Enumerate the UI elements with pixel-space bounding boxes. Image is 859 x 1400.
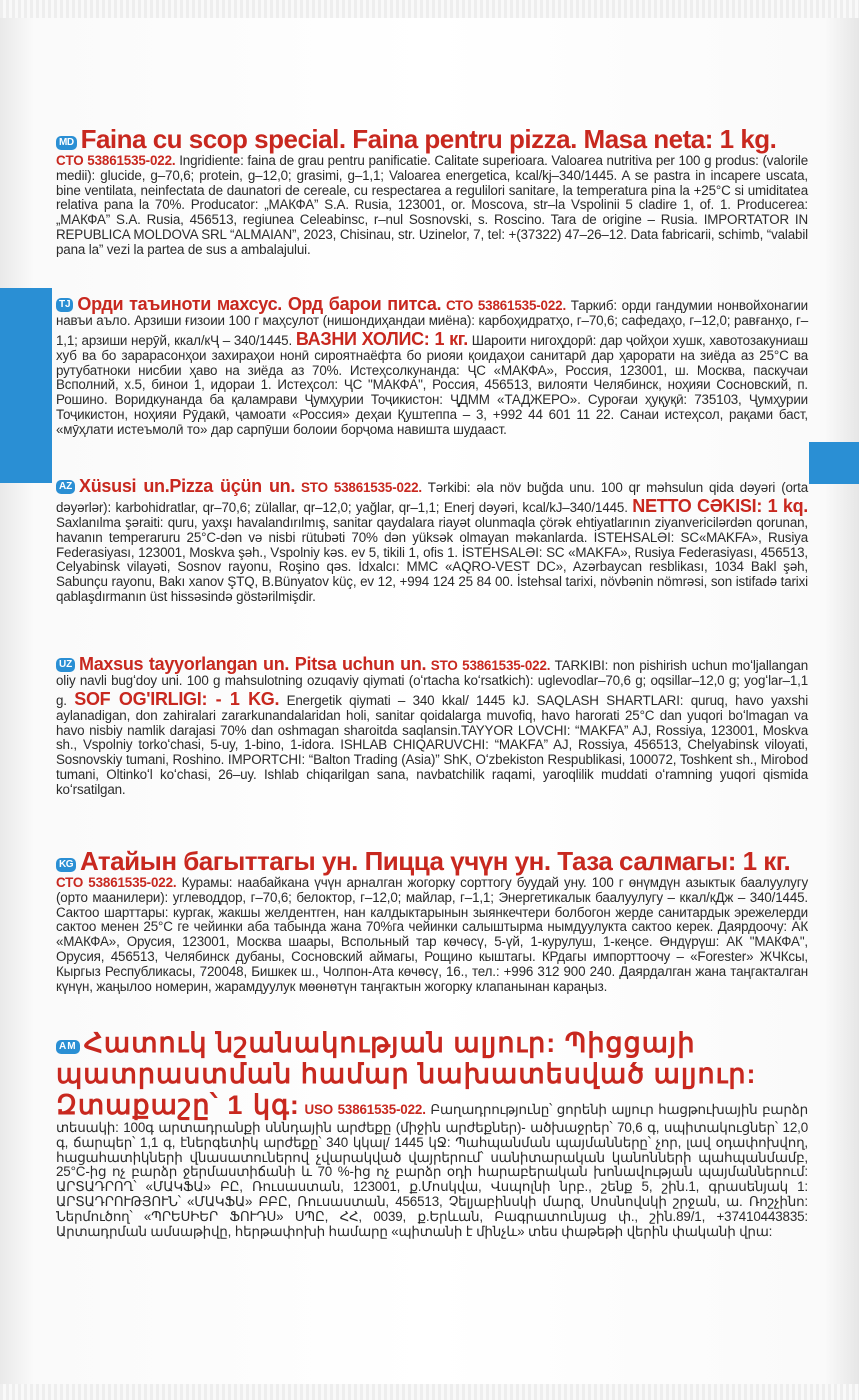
section-am [56, 1028, 808, 1239]
am-body-block [56, 1090, 808, 1239]
kg-sto: СТО 53861535-022. [56, 875, 177, 890]
section-uz [56, 654, 808, 798]
az-sto: STO 53861535-022. [301, 480, 422, 495]
am-title: Հատուկ նշանակության ալյուր: Պիցցայի պատրաստման համար նախատեսված ալյուր: [56, 1028, 757, 1089]
kg-body-block [56, 876, 808, 994]
right-blue-band [809, 442, 859, 484]
md-title: Faina cu scop special. Faina pentru pizza. Masa neta: 1 kg. [80, 124, 777, 154]
left-blue-band [0, 288, 52, 483]
tj-sto: СТО 53861535-022. [446, 298, 567, 313]
top-seal [0, 0, 859, 18]
uz-badge: UZ [56, 658, 75, 672]
tj-block [56, 294, 808, 438]
kg-title: Атайын багыттагы ун. Пицца үчүн ун. Таза салмагы: 1 кг. [80, 846, 791, 876]
uz-block [56, 654, 808, 798]
md-title-line [56, 124, 808, 154]
am-badge: AM [56, 1040, 80, 1054]
bottom-seal [0, 1384, 859, 1400]
md-sto: CTO 53861535-022. [56, 153, 176, 168]
az-title: Xüsusi un.Pizza üçün un. [79, 476, 296, 496]
am-body: Բաղադրությունը՝ ցորենի ալյուր հացթուխային բարձր տեսակի: 100գ արտադրանքի սննդային արժեքը (միջին արժեքներ)- ածխաջրեր՝ 70,6 գ, սպիտակուցներ՝ 12,0 գ, ճարպեր՝ 1,1 գ, էներգետիկ արժեքը՝ 340 կկալ/ 1445 կՋ: Պահպանման պայմանները՝ չոր, լավ օդափոխվող, հացահատիկների վնասատուներով չվարակված վայրերում՝ սանիտարական կանոնների պահպանմամբ, 25°C-ից ոչ բարձր ջերմաստիճանի և 70 %-ից ոչ բարձր օդի հարաբերական խոնավության պայմաններում: ԱՐՏԱԴՐՈՂ՝ «ՄԱԿՖԱ» ԲԸ, Ռուսաստան, 123001, ք.Մոսկվա, Վսպոլնի նրբ., շենք 5, շին.1, գրասենյակ 1: ԱՐՏԱԴՐՈՒԹՅՈՒՆ՝ «ՄԱԿՖԱ» ԲԲԸ, Ռուսաստան, 456513, Չելյաբինսկի մարզ, Սոսնովսկի շրջան, ա. Ռոշչինո: Ներմուծող՝ «ՊՐԵՍԻԵՐ ՖՈՒԴՍ» ՍՊԸ, ՀՀ, 0039, ք.Երևան, Բագրատունյաց փ., շին.89/1, +37410443835: Արտադրման ամսաթիվը, հերթափոխի համարը «պիտանի է մինչև» տես փաթեթի վերին փականի վրա: [56, 1102, 808, 1239]
az-body2: Saxlanılma şəraiti: quru, yaxşı havalandırılmış, sanitar qaydalara riayət olunmaqla çörək ehtiyatlarının ziyanvericilərdən qorunan, havanın temperaruru 25°C-dən və nisbi rütubəti 70% dən yüksək olmayan məkanlarda. İSTEHSALƏI: SC«MAKFA», Rusiya Federasiyası, 123001, Moskva şəh., Vspolniy kəs. ev 5, tikili 1, ofis 1. İSTEHSALƏI: SC «MAKFA», Rusiya Federasiyası, 456513, Celyabinsk vilayəti, Sosnov rayonu, Roşino qəs. İdxalcı: MMC «AQRO-VEST DC», Azərbaycan resblikası, 1034 Bakl şəh, Sabunçu rayonu, Bakı xanov ŞTQ, B.Bünyatov küç, ev 12, +994 124 25 84 00. İstehsal tarixi, növbənin nömrəsi, son istifadə tarixi qablaşdırmanın üst hissəsində göstərilmişdir. [56, 515, 808, 604]
tj-badge: TJ [56, 298, 73, 312]
md-body: Ingridiente: faina de grau pentru panificatie. Calitate superioara. Valoarea nutritiva per 100 g produs: (valorile medii): glucide, g–70,6; protein, g–12,0; grasimi, g–1,1; Valoarea energetica, kcal/kj–340/1445. A se pastra in incapere uscata, bine ventilata, neinfectata de daunatori de cereale, cu respectarea a regulilori sanitare, la temperatura pina la +25°C si umiditatea relativa pana la 70%. Producator: „МАКФА” S.A. Rusia, 123001, or. Moscova, str–la Vspolinii 5 cladire 1, of. 1. Producerea: „МАКФА” S.A. Rusia, 456513, regiunea Celeabinsc, r–nul Sosnovski, s. Roscino. Tara de origine – Rusia. IMPORTATOR IN REPUBLICA MOLDOVA SRL “ALMAIAN”, 2023, Chisinau, str. Uzinelor, 7, tel: +(37322) 47–26–12. Data fabricarii, schimb, “valabil pana la” vezi la partea de sus a ambalajului. [56, 153, 808, 257]
uz-sto: STO 53861535-022. [430, 658, 551, 673]
uz-weight: SOF OG'IRLIGI: - 1 KG. [74, 688, 280, 709]
tj-body2: Шароити нигоҳдорӣ: дар ҷойҳои хушк, хавотозакуниаш хуб ва бо зарарасонҳои захираҳои нонӣ сироятнаёфта бо риояи қоидаҳои санитарӣ дар ҳарорати на зиёда аз 25°C ва рутубатноки нисбии ҳаво на зиёда аз 70%. Истеҳсолкунанда: ҶС «МАКФА», Россия, 123001, ш. Москва, паскучаи Всполний, х.5, бинои 1, идораи 1. Истеҳсол: ҶС "МАКФА", Россия, 456513, вилояти Челябинск, ноҳияи Сосновский, п. Рошино. Воридкунанда ба қаламрави Ҷумҳурии Тоҷикистон: ҶДММ «ТАДЖЕРО». Суроғаи ҳуқуқӣ: 735103, Ҷумҳурии Тоҷикистон, ноҳияи Рӯдакӣ, ҷамоати «Россия» деҳаи Қуштеппа – 3, +992 44 601 11 22. Санаи истеҳсол, рақами баст, «мӯҳлати истеъмолӣ то» дар сарпӯши болоии борҷома навишта шудааст. [56, 332, 808, 437]
tj-weight: ВАЗНИ ХОЛИС: 1 кг. [295, 328, 468, 349]
section-md [56, 124, 808, 258]
uz-body2: Energetik qiymati – 340 kkal/ 1445 kJ. SAQLASH SHARTLARI: quruq, havo yaxshi aylanadigan, don zahiralari zararkunandalaridan holi, sanitar qoidalarga muvofiq, havo harorati 25°C dan yuqori boʻlmagan va havo nisbiy namlik darajasi 70% dan oshmagan sharoitda saqlansin.TAYYOR LOVCHI: “MAKFA” AJ, Rossiya, 123001, Moskva sh., Vspolniy torkoʻchasi, 5-uy, 1-bino, 1-idora. ISHLAB CHIQARUVCHI: “MAKFA” AJ, Rossiya, 456513, Chelyabinsk viloyati, Sosnovskiy tumani, Roshino. IMPORTCHI: “Balton Trading (Asia)” ShK, Oʻzbekiston Respublikasi, 100072, Toshkent sh., Mirobod tumani, Oltinkoʻl koʻchasi, 26–uy. Ishlab chiqarilgan sana, navbatchilik raqami, yaroqlilik muddati oʻramning yuqori qismida koʻrsatilgan. [56, 692, 809, 797]
kg-body: Курамы: наабайкана үчүн арналган жогорку сорттогу буудай уну. 100 г өнүмдүн азыктык баалуулугу (орто маанилери): углеводдор, г–70,6; белоктор, г–12,0; майлар, г–1,1; Энергетикалык баалуулугу – ккал/кДж – 340/1445. Сактоо шарттары: кургак, жакшы желдентген, нан калдыктарынын зыянкечтери болбогон жерде санитардык эрежелерди сактоо менен 25°C ге чейинки аба табында жана 70%га чейинки салыштырма нымдуулукта сактоо керек. Даярдоочу: АК «МАКФА», Орусия, 123001, Москва шаары, Вспольный тар көчөсү, 5-үй, 1-курулуш, 1-кеңсе. Өндүрүш: АК "МАКФА", Орусия, 456513, Челябинск дубаны, Сосновский аймагы, Рощино кыштагы. КРдагы импорттоочу – «Forester» ЖЧКсы, Кыргыз Республикасы, 720048, Бишкек ш., Чолпон-Ата көчөсү, 16., тел.: +996 312 900 240. Даярдалган жана таңгакталган күнүн, жаңылоо номерин, жарамдуулук мөөнөтүн таңгактын жогорку клапанынан караңыз. [56, 875, 809, 994]
az-body1: Tərkibi: əla növ buğda unu. 100 qr məhsulun qida dəyəri (orta dəyərlər): karbohidratlar, qr–70,6; zülallar, qr–12,0; yağlar, qr–1,1; Enerj dəyəri, kcal/kJ–340/1445. [56, 480, 808, 515]
section-az [56, 476, 808, 605]
kg-badge: KG [56, 858, 76, 872]
md-body-block [56, 154, 808, 258]
am-sto: USO 53861535-022. [304, 1102, 426, 1117]
tj-title: Орди таъиноти махсус. Орд барои питса. [77, 294, 442, 314]
az-weight: NETTO CƏKISI: 1 kq. [632, 496, 809, 516]
az-block [56, 476, 808, 605]
md-badge: MD [56, 136, 77, 150]
tj-body1: Таркиб: орди гандумии нонвойхонагии навъи аъло. Арзиши ғизоии 100 г маҳсулот (нишондиҳандаи миёна): карбоҳидратҳо, г–70,6; сафедаҳо, г–12,0; равғанҳо, г–1,1; арзиши нерӯй, ккал/кҶ – 340/1445. [56, 298, 808, 348]
section-kg [56, 846, 808, 994]
section-tj [56, 294, 808, 438]
az-badge: AZ [56, 480, 75, 494]
am-title-line [56, 1028, 808, 1090]
am-weight: Զտաքաշը՝ 1 կգ: [56, 1090, 300, 1120]
kg-title-line [56, 846, 808, 876]
uz-body1: TARKIBI: non pishirish uchun moʻljallangan oliy navli bugʻdoy uni. 100 g mahsulotning ozuqaviy qiymati (oʻrtacha koʻrsatkich): uglevodlar–70,6 g; oqsillar–12,0 g; yogʻlar–1,1 g. [56, 658, 808, 708]
uz-title: Maxsus tayyorlangan un. Pitsa uchun un. [79, 654, 427, 674]
